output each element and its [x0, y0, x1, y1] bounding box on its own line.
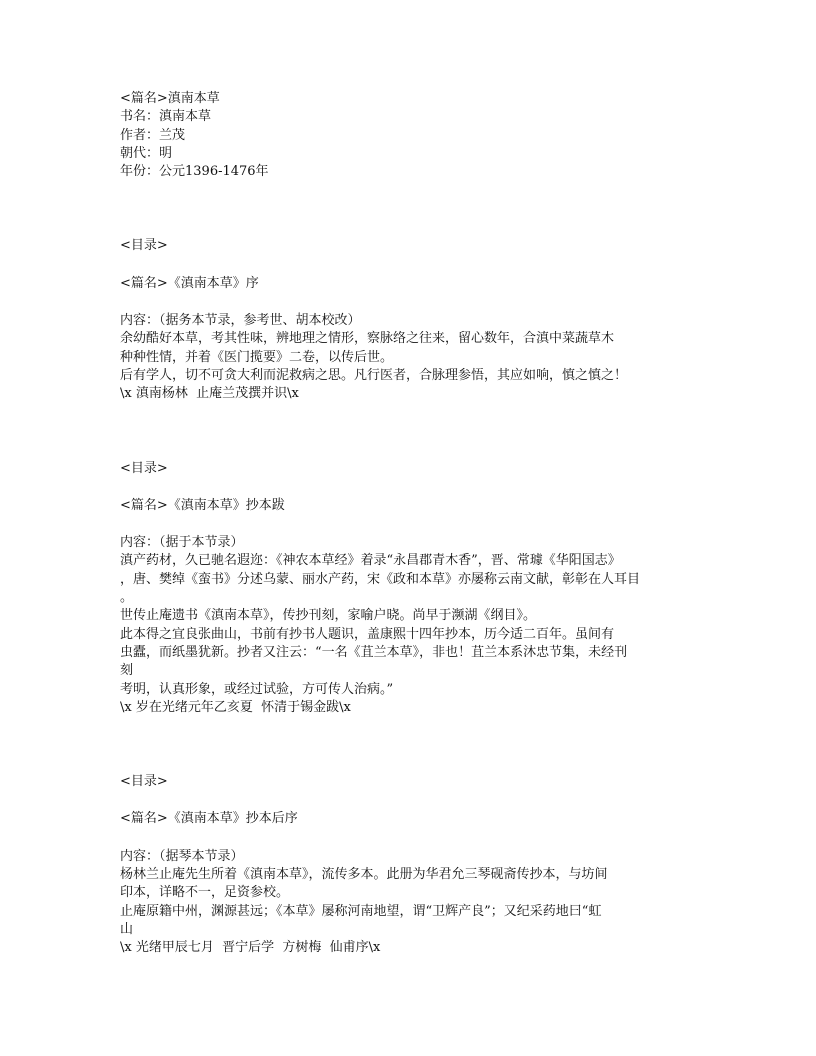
text-line: ，唐、樊绰《蛮书》分述乌蒙、丽水产药，宋《政和本草》亦屡称云南文献，彰彰在人耳目 — [120, 571, 641, 587]
text-line: 刻 — [120, 663, 134, 679]
dynasty: 朝代：明 — [120, 145, 173, 161]
toc-marker: <目录> — [120, 460, 168, 476]
author: 作者：兰茂 — [120, 127, 186, 143]
signature-line: \x 光绪甲辰七月 晋宁后学 方树梅 仙甫序\x — [120, 940, 381, 956]
section-title: <篇名>《滇南本草》抄本跋 — [120, 497, 285, 513]
text-line: 滇产药材，久已驰名遐迩：《神农本草经》着录“永昌郡青木香”，晋、常璩《华阳国志》 — [120, 553, 621, 569]
section-title: <篇名>《滇南本草》抄本后序 — [120, 811, 298, 827]
text-line: 世传止庵遗书《滇南本草》，传抄刊刻，家喻户晓。尚早于濒湖《纲目》。 — [120, 608, 537, 624]
book-name: 书名：滇南本草 — [120, 109, 212, 125]
text-line: 杨林兰止庵先生所着《滇南本草》，流传多本。此册为华君允三琴砚斋传抄本，与坊间 — [120, 867, 608, 883]
document-page — [120, 90, 690, 958]
content-label: 内容：（据务本节录，参考世、胡本校改） — [120, 313, 361, 329]
section-manuscript-afterword — [120, 773, 690, 957]
section-manuscript-postscript — [120, 460, 690, 718]
signature-line: \x 岁在光绪元年乙亥夏 怀清于锡金跋\x — [120, 699, 351, 715]
year: 年份：公元1396-1476年 — [120, 164, 269, 180]
text-line: 山 — [120, 921, 134, 937]
header-block — [120, 90, 690, 181]
text-line: 余幼酷好本草，考其性味，辨地理之情形，察脉络之往来，留心数年，合滇中菜蔬草木 — [120, 331, 615, 347]
text-line: 印本，详略不一，足资参校。 — [120, 885, 290, 901]
signature-line: \x 滇南杨林 止庵兰茂撰并识\x — [120, 386, 299, 402]
content-label: 内容：（据于本节录） — [120, 535, 244, 551]
text-line: 此本得之宜良张曲山，书前有抄书人题识，盖康熙十四年抄本，历今适二百年。虽间有 — [120, 626, 615, 642]
section-preface — [120, 237, 690, 403]
text-line: 。 — [120, 590, 134, 606]
chapter-title: <篇名>滇南本草 — [120, 91, 220, 106]
toc-marker: <目录> — [120, 238, 168, 254]
text-line: 考明，认真形象，或经过试验，方可传人治病。” — [120, 681, 394, 697]
text-line: 止庵原籍中州，渊源甚远；《本草》屡称河南地望，谓“卫辉产良”；又纪采药地曰“虹 — [120, 903, 602, 919]
content-label: 内容：（据琴本节录） — [120, 848, 244, 864]
text-line: 后有学人，切不可贪大利而泥救病之思。凡行医者，合脉理参悟，其应如响，慎之慎之！ — [120, 367, 628, 383]
text-line: 种种性情，并着《医门揽要》二卷，以传后世。 — [120, 349, 394, 365]
section-title: <篇名>《滇南本草》序 — [120, 275, 259, 291]
text-line: 虫蠹，而纸墨犹新。抄者又注云：“一名《苴兰本草》，非也！苴兰本系沐忠节集，未经刊 — [120, 644, 628, 660]
toc-marker: <目录> — [120, 774, 168, 790]
